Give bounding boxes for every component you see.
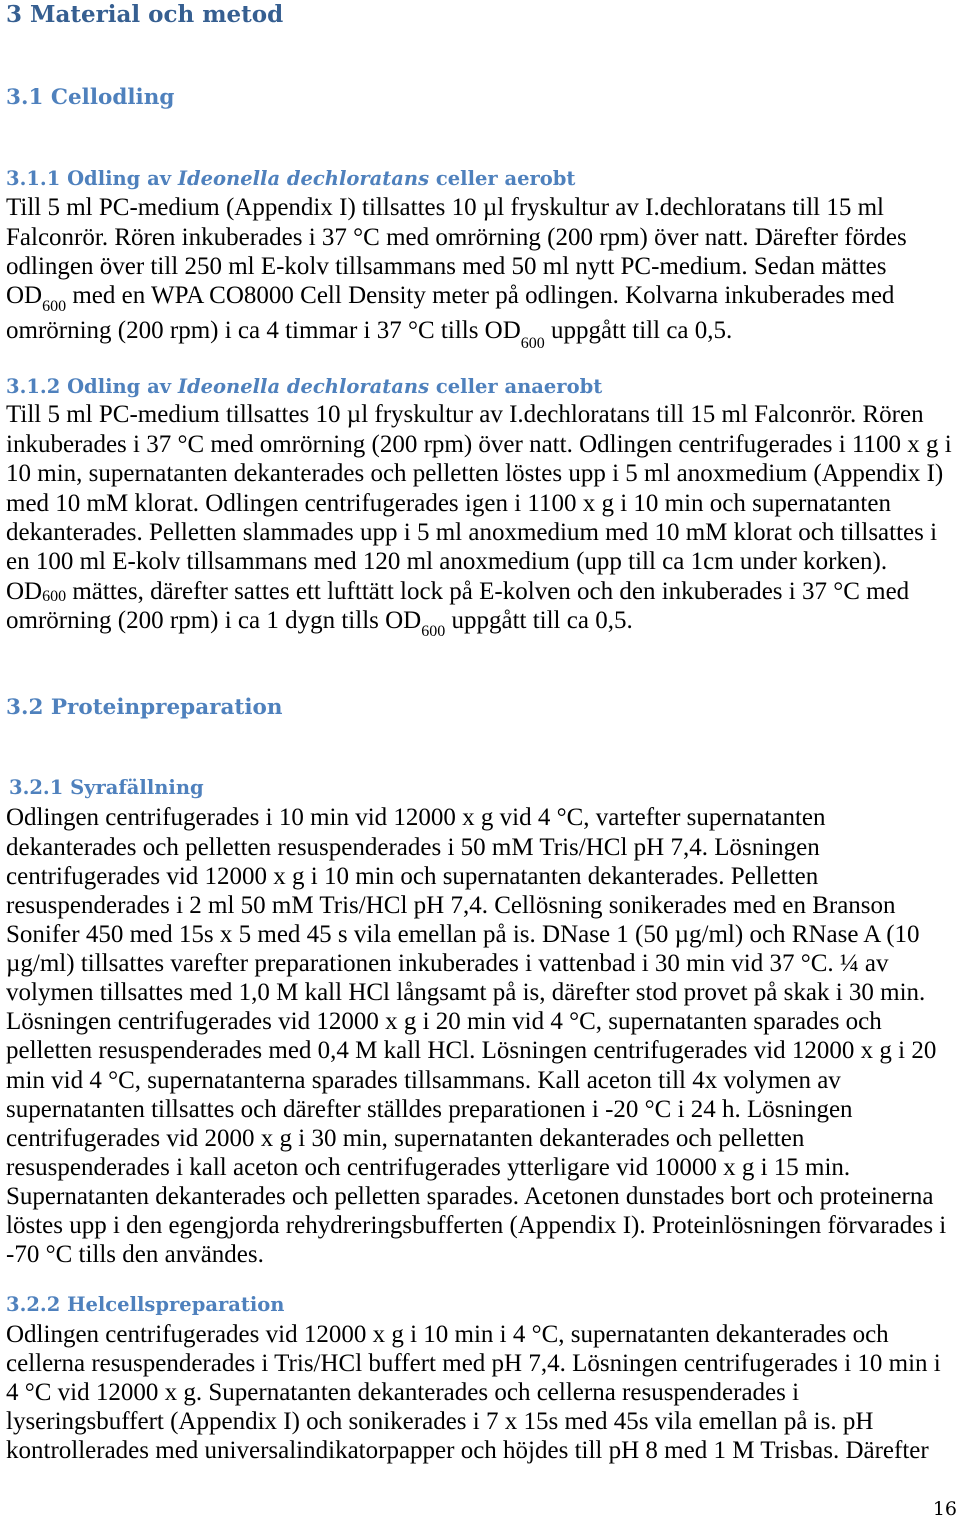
subsection-heading-3-2-2: 3.2.2 Helcellspreparation [6,1293,285,1316]
text-run: resuspenderades i kall aceton och centrifugerades ytterligare vid 10000 x g i 15 min. [6,1153,851,1181]
text-line [6,518,952,547]
text-run: kontrollerades med universalindikatorpapper och höjdes till pH 8 med 1 M Trisbas. Därefter [6,1436,929,1464]
species-name: Ideonella dechloratans [177,167,430,190]
text-line [6,1349,941,1378]
text-run: min vid 4 °C, supernatanterna sparades tillsammans. Kall aceton till 4x volymen av [6,1066,841,1094]
text-line [6,920,946,949]
species-name: Ideonella dechloratans [177,375,430,398]
subsection-heading-3-1-1 [6,164,575,194]
text-run: centrifugerades vid 2000 x g i 30 min, supernatanten dekanterades och pelletten [6,1124,805,1152]
text-run: uppgått till ca 0,5. [445,607,633,635]
text-line [6,862,946,891]
text-line [6,489,952,518]
text-line [6,281,907,315]
text-line [6,978,946,1007]
text-line [6,1320,941,1349]
text-run: omrörning (200 rpm) i ca 4 timmar i 37 °C tills OD [6,317,521,345]
text-run: lyseringsbuffert (Appendix I) och sonikerades i 7 x 15s med 45s vila emellan på is. pH [6,1407,874,1435]
text-run: Odlingen centrifugerades i 10 min vid 12000 x g vid 4 °C, vartefter supernatanten [6,804,826,832]
paragraph-3-1-1 [6,193,907,353]
text-line [6,1407,941,1436]
heading-text: 3.1.1 Odling av [6,167,178,190]
text-run: omrörning (200 rpm) i ca 1 dygn tills OD [6,607,422,635]
text-run: pelletten resuspenderades med 0,4 M kall HCl. Lösningen centrifugerades vid 12000 x g i 20 [6,1037,937,1065]
text-run: 10 min, supernatanten dekanterades och pelletten löstes upp i 5 ml anoxmedium (Appendix I) [6,460,944,488]
text-run: resuspenderades i 2 ml 50 mM Tris/HCl pH 7,4. Cellösning sonikerades med en Branson [6,891,896,919]
text-line [6,1007,946,1036]
text-line [6,430,952,459]
text-line [6,1095,946,1124]
text-line [6,1182,946,1211]
text-run: Lösningen centrifugerades vid 12000 x g i 20 min vid 4 °C, supernatanten sparades och [6,1008,882,1036]
text-line [6,400,952,429]
text-run: en 100 ml E-kolv tillsammans med 120 ml anoxmedium (upp till ca 1cm under korken). [6,548,888,576]
text-line [6,833,946,862]
text-run: volymen tillsattes med 1,0 M kall HCl långsamt på is, därefter stod provet på skak i 30 min. [6,979,926,1007]
text-line [6,193,907,222]
text-line [6,223,907,252]
text-run: med 10 mM klorat. Odlingen centrifugerades igen i 1100 x g i 10 min och supernatanten [6,489,891,517]
text-line [6,1240,946,1269]
chapter-heading: 3 Material och metod [6,1,284,28]
text-line [6,577,952,606]
text-run: mättes, därefter sattes ett lufttätt lock på E-kolven och den inkuberades i 37 °C med [66,577,910,605]
text-run: löstes upp i den egengjorda rehydreringsbufferten (Appendix I). Proteinlösningen förvarades i [6,1212,947,1240]
text-line [6,1153,946,1182]
text-run: supernatanten tillsattes och därefter ställdes preparationen i -20 °C i 24 h. Lösningen [6,1095,853,1123]
text-line [6,252,907,281]
text-run: Till 5 ml PC-medium tillsattes 10 µl fryskultur av I.dechloratans till 15 ml Falconrör. Rören [6,401,924,429]
text-run: inkuberades i 37 °C med omrörning (200 rpm) över natt. Odlingen centrifugerades i 1100 x g i [6,430,952,458]
subsection-heading-3-1-2 [6,372,602,402]
text-line [6,1378,941,1407]
heading-text: celler aerobt [429,167,576,190]
text-line [6,1036,946,1065]
text-line [6,949,946,978]
text-run: Sonifer 450 med 15s x 5 med 45 s vila emellan på is. DNase 1 (50 µg/ml) och RNase A (10 [6,920,920,948]
paragraph-3-2-2 [6,1320,941,1465]
text-line [6,891,946,920]
subsection-heading-3-2-1: 3.2.1 Syrafällning [9,776,204,799]
text-line [6,547,952,576]
section-heading-3-1: 3.1 Cellodling [6,85,175,110]
text-run: Falconrör. Rören inkuberades i 37 °C med omrörning (200 rpm) över natt. Därefter fördes [6,223,907,251]
text-run: dekanterades och pelletten resuspenderades i 50 mM Tris/HCl pH 7,4. Lösningen [6,833,820,861]
text-run: Till 5 ml PC-medium (Appendix I) tillsattes 10 µl fryskultur av I.dechloratans till 15 ml [6,194,884,222]
text-run: dekanterades. Pelletten slammades upp i 5 ml anoxmedium med 10 mM klorat och tillsattes i [6,518,938,546]
subscript: 600 [42,297,67,315]
text-run: -70 °C tills den användes. [6,1241,264,1269]
text-line [6,606,952,641]
text-run: odlingen över till 250 ml E-kolv tillsammans med 50 ml nytt PC-medium. Sedan mättes [6,252,887,280]
text-line [6,459,952,488]
section-heading-3-2: 3.2 Proteinpreparation [6,695,283,720]
subscript: 600 [520,335,545,353]
page-number: 16 [932,1498,957,1520]
subscript: 600 [421,623,446,641]
text-run: uppgått till ca 0,5. [544,317,733,345]
text-run: Supernatanten dekanterades och pelletten sparades. Acetonen dunstades bort och proteinerna [6,1183,934,1211]
text-line [6,1436,941,1465]
text-run: µg/ml) tillsattes varefter preparationen inkuberades i vattenbad i 30 min vid 37 °C. ¼ av [6,950,889,978]
text-run: OD [6,281,43,309]
text-run: cellerna resuspenderades i Tris/HCl buffert med pH 7,4. Lösningen centrifugerades i 10 min i [6,1349,941,1377]
subscript: 600 [42,587,67,605]
text-run: OD [6,577,43,605]
text-line [6,1124,946,1153]
text-run: 4 °C vid 12000 x g. Supernatanten dekanterades och cellerna resuspenderades i [6,1378,800,1406]
paragraph-3-1-2 [6,400,952,641]
heading-text: celler anaerobt [429,375,603,398]
heading-text: 3.1.2 Odling av [6,375,178,398]
text-line [6,1211,946,1240]
text-run: Odlingen centrifugerades vid 12000 x g i 10 min i 4 °C, supernatanten dekanterades och [6,1320,889,1348]
text-run: med en WPA CO8000 Cell Density meter på odlingen. Kolvarna inkuberades med [66,281,895,309]
paragraph-3-2-1 [6,803,946,1269]
text-line [6,316,907,353]
text-line [6,1066,946,1095]
text-line [6,803,946,832]
text-run: centrifugerades vid 12000 x g i 10 min och supernatanten dekanterades. Pelletten [6,862,819,890]
